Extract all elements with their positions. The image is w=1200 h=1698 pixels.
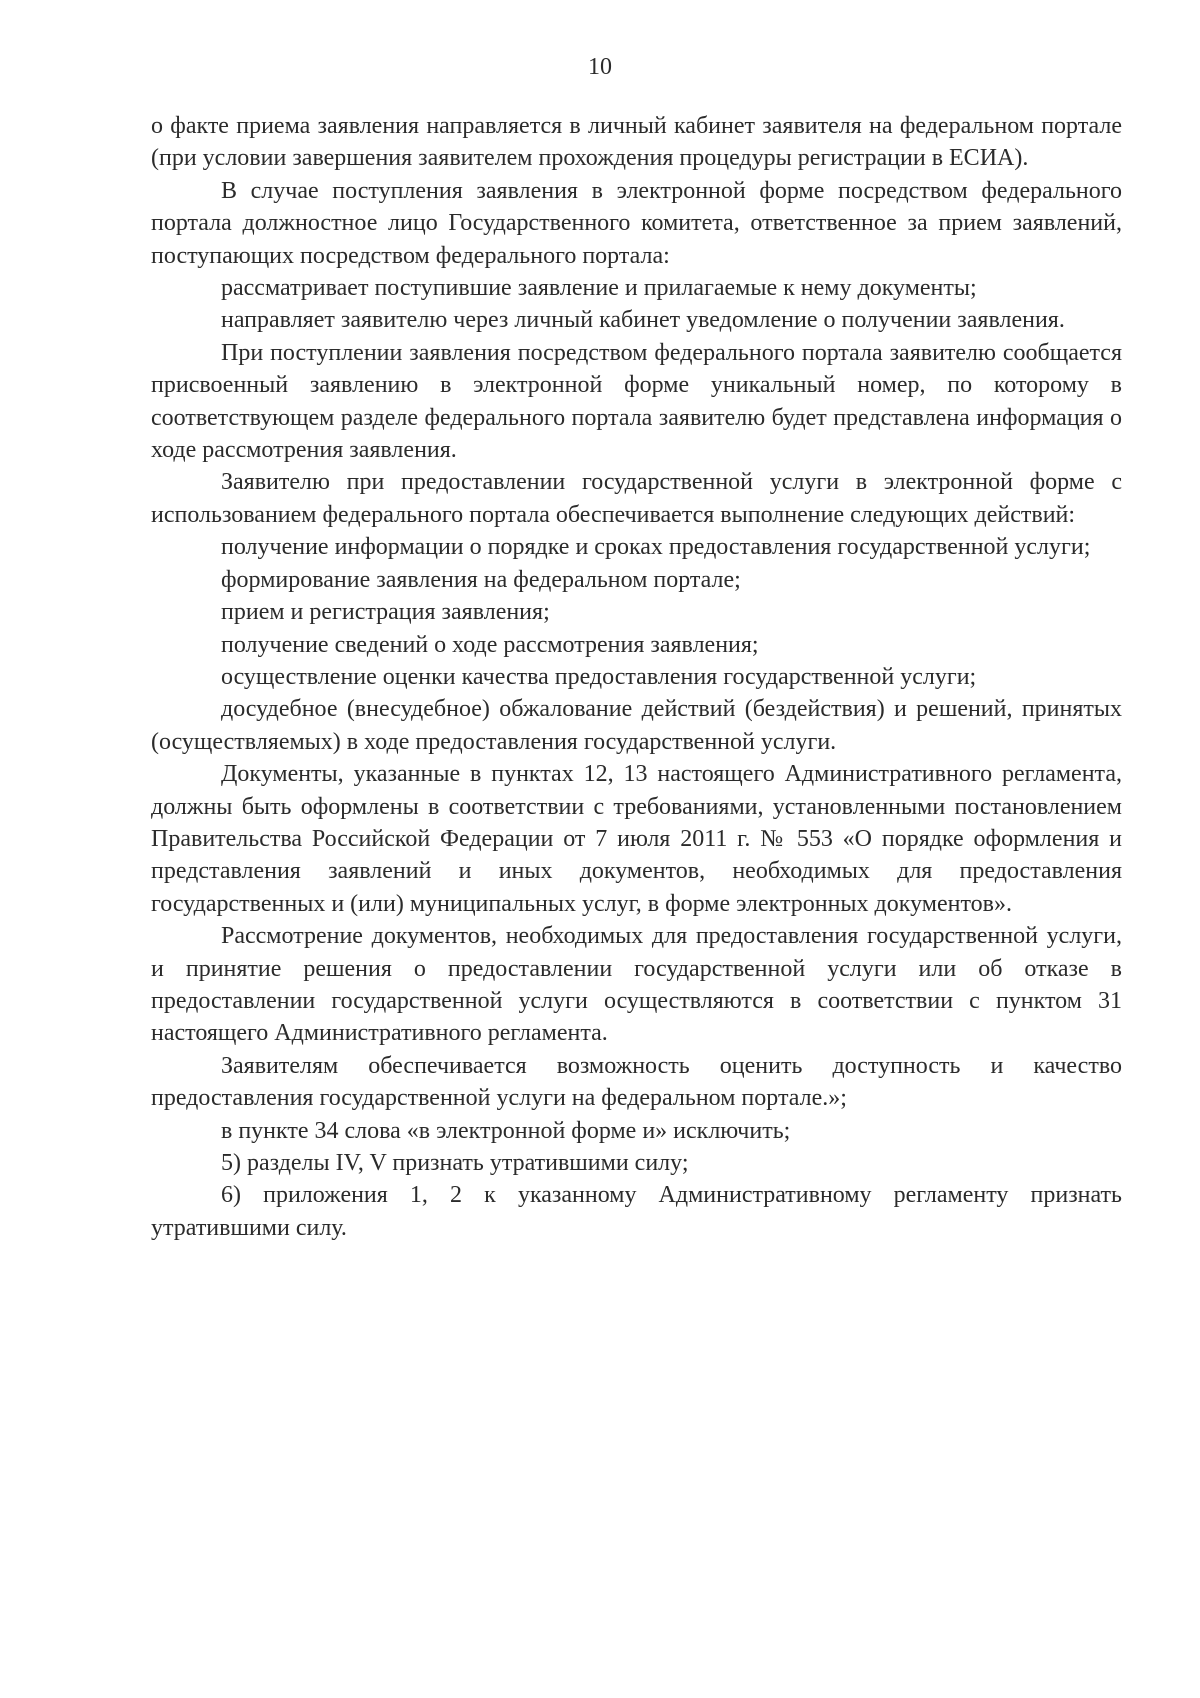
paragraph: 6) приложения 1, 2 к указанному Административному регламенту признать утратившими силу. [151, 1182, 1122, 1241]
paragraph: в пункте 34 слова «в электронной форме и» исключить; [221, 1117, 791, 1144]
paragraph: формирование заявления на федеральном портале; [221, 566, 741, 593]
document-body [151, 110, 1122, 1244]
paragraph: направляет заявителю через личный кабинет уведомление о получении заявления. [221, 307, 1065, 334]
paragraph: о факте приема заявления направляется в личный кабинет заявителя на федеральном портале (при условии завершения заявителем прохождения процедуры регистрации в ЕСИА). [151, 113, 1122, 172]
paragraph: прием и регистрация заявления; [221, 599, 550, 626]
paragraph: Заявителям обеспечивается возможность оценить доступность и качество предоставления государственной услуги на федеральном портале.»; [151, 1052, 1122, 1112]
paragraph: 5) разделы IV, V признать утратившими силу; [221, 1150, 689, 1176]
paragraph: получение сведений о ходе рассмотрения заявления; [221, 631, 759, 658]
page-number: 10 [588, 54, 612, 80]
paragraph: Заявителю при предоставлении государственной услуги в электронной форме с использованием федерального портала обеспечивается выполнение следующих действий: [151, 469, 1122, 528]
paragraph: рассматривает поступившие заявление и прилагаемые к нему документы; [221, 275, 977, 302]
paragraph: При поступлении заявления посредством федерального портала заявителю сообщается присвоенный заявлению в электронной форме уникальный номер, по которому в соответствующем разделе федерального портала заявителю будет представлена информация о ходе рассмотрения заявления. [151, 339, 1122, 464]
paragraph: получение информации о порядке и сроках предоставления государственной услуги; [221, 534, 1091, 561]
paragraph: Документы, указанные в пунктах 12, 13 настоящего Административного регламента, должны быть оформлены в соответствии с требованиями, установленными постановлением Правительства Российской Федерации от 7 июля 2011 г. № 553 «О порядке оформления и представления заявлений и иных документов, необходимых для предоставления государственных и (или) муниципальных услуг, в форме электронных документов». [151, 761, 1122, 917]
paragraph: В случае поступления заявления в электронной форме посредством федерального портала должностное лицо Государственного комитета, ответственное за прием заявлений, поступающих посредством федерального портала: [151, 177, 1122, 269]
paragraph: Рассмотрение документов, необходимых для предоставления государственной услуги, и принятие решения о предоставлении государственной услуги или об отказе в предоставлении государственной услуги осуществляются в соответствии с пунктом 31 настоящего Административного регламента. [151, 923, 1122, 1047]
paragraph: осуществление оценки качества предоставления государственной услуги; [221, 663, 977, 690]
paragraph: досудебное (внесудебное) обжалование действий (бездействия) и решений, принятых (осуществляемых) в ходе предоставления государственной услуги. [151, 696, 1122, 755]
